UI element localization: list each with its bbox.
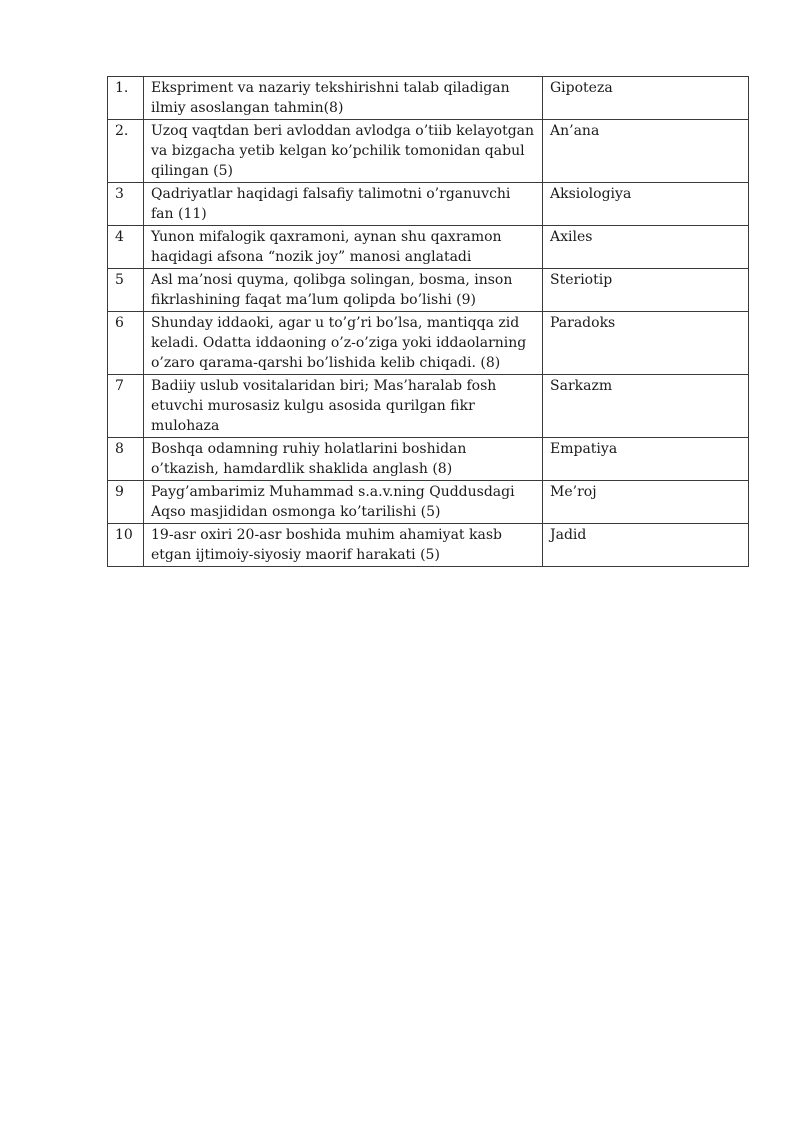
row-answer: Sarkazm	[543, 375, 749, 438]
row-answer: Jadid	[543, 524, 749, 567]
row-definition: Qadriyatlar haqidagi falsafiy talimotni o’rganuvchi fan (11)	[144, 183, 543, 226]
row-number: 3	[108, 183, 144, 226]
table-row	[108, 481, 749, 524]
row-number: 8	[108, 438, 144, 481]
row-number: 2.	[108, 120, 144, 183]
table-row	[108, 269, 749, 312]
definitions-table	[107, 76, 749, 567]
table-row	[108, 438, 749, 481]
row-number: 10	[108, 524, 144, 567]
row-answer: Me’roj	[543, 481, 749, 524]
row-answer: Steriotip	[543, 269, 749, 312]
row-definition: Badiiy uslub vositalaridan biri; Mas’haralab fosh etuvchi murosasiz kulgu asosida qurilgan fikr mulohaza	[144, 375, 543, 438]
table-row	[108, 524, 749, 567]
row-answer: Aksiologiya	[543, 183, 749, 226]
row-definition: Yunon mifalogik qaxramoni, aynan shu qaxramon haqidagi afsona “nozik joy” manosi anglatadi	[144, 226, 543, 269]
row-answer: Gipoteza	[543, 77, 749, 120]
row-number: 4	[108, 226, 144, 269]
table-row	[108, 312, 749, 375]
row-answer: Empatiya	[543, 438, 749, 481]
table-row	[108, 120, 749, 183]
row-definition: 19-asr oxiri 20-asr boshida muhim ahamiyat kasb etgan ijtimoiy-siyosiy maorif harakati (5)	[144, 524, 543, 567]
row-number: 1.	[108, 77, 144, 120]
row-definition: Boshqa odamning ruhiy holatlarini boshidan o’tkazish, hamdardlik shaklida anglash (8)	[144, 438, 543, 481]
row-answer: An’ana	[543, 120, 749, 183]
table-row	[108, 183, 749, 226]
row-definition: Uzoq vaqtdan beri avloddan avlodga o’tiib kelayotgan va bizgacha yetib kelgan ko’pchilik tomonidan qabul qilingan (5)	[144, 120, 543, 183]
row-number: 5	[108, 269, 144, 312]
row-definition: Shunday iddaoki, agar u to’g’ri bo’lsa, mantiqqa zid keladi. Odatta iddaoning o’z-o’ziga yoki iddaolarning o’zaro qarama-qarshi bo’lishida kelib chiqadi. (8)	[144, 312, 543, 375]
table-row	[108, 77, 749, 120]
row-answer: Axiles	[543, 226, 749, 269]
table-row	[108, 226, 749, 269]
row-definition: Asl ma’nosi quyma, qolibga solingan, bosma, inson fikrlashining faqat ma’lum qolipda bo’lishi (9)	[144, 269, 543, 312]
table-row	[108, 375, 749, 438]
row-number: 6	[108, 312, 144, 375]
row-definition: Ekspriment va nazariy tekshirishni talab qiladigan ilmiy asoslangan tahmin(8)	[144, 77, 543, 120]
row-number: 7	[108, 375, 144, 438]
row-answer: Paradoks	[543, 312, 749, 375]
row-number: 9	[108, 481, 144, 524]
row-definition: Payg’ambarimiz Muhammad s.a.v.ning Quddusdagi Aqso masjididan osmonga ko’tarilishi (5)	[144, 481, 543, 524]
